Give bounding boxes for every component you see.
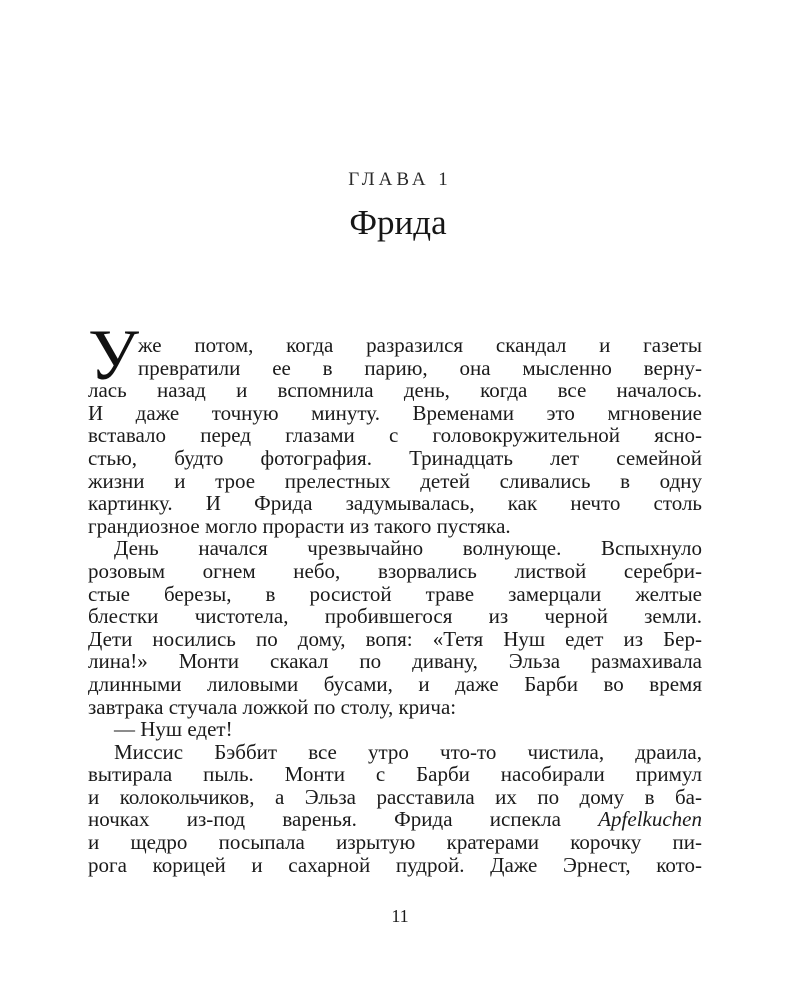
text-line: и щедро посыпала изрытую кратерами корочку пи-	[88, 830, 702, 855]
text-line: вытирала пыль. Монти с Барби насобирали примул	[88, 762, 702, 787]
text-line: и колокольчиков, а Эльза расставила их по дому в ба-	[88, 784, 702, 809]
text-line: блестки чистотела, пробившегося из черной земли.	[88, 604, 702, 629]
text-line	[88, 808, 702, 831]
chapter-label: ГЛАВА 1	[348, 169, 452, 190]
text-line: картинку. И Фрида задумывалась, как нечто столь	[88, 491, 702, 516]
text-line: превратили ее в парию, она мысленно верну-	[138, 355, 702, 380]
text-line: День начался чрезвычайно волнующе. Вспыхнуло	[114, 536, 702, 561]
text-line: вставало перед глазами с головокружительной ясно-	[88, 423, 702, 448]
text-line: стью, будто фотография. Тринадцать лет семейной	[88, 445, 702, 470]
text-line: грандиозное могло прорасти из такого пустяка.	[88, 513, 511, 538]
text-line: розовым огнем небо, взорвались листвой серебри-	[88, 558, 702, 583]
drop-cap: У	[88, 315, 139, 395]
text-line: лина!» Монти скакал по дивану, Эльза размахивала	[88, 649, 702, 674]
text-line: завтрака стучала ложкой по столу, крича:	[88, 694, 457, 719]
chapter-title: Фрида	[349, 203, 447, 242]
text-line: длинными лиловыми бусами, и даже Барби во время	[88, 671, 702, 696]
text-line: стые березы, в росистой траве замерцали желтые	[88, 581, 702, 606]
page-number: 11	[391, 906, 409, 926]
text-line: Миссис Бэббит все утро что-то чистила, драила,	[114, 739, 702, 764]
text-line-part: ночках из-под варенья. Фрида испекла	[88, 807, 561, 832]
text-line: лась назад и вспомнила день, когда все началось.	[88, 378, 702, 403]
italic-word: Apfelkuchen	[598, 807, 702, 832]
text-line: Дети носились по дому, вопя: «Тетя Нуш едет из Бер-	[88, 626, 702, 651]
text-line: И даже точную минуту. Временами это мгновение	[88, 400, 702, 425]
text-line: жизни и трое прелестных детей сливались в одну	[88, 468, 702, 493]
text-line: же потом, когда разразился скандал и газеты	[138, 333, 702, 357]
body-text	[88, 334, 702, 876]
text-line: рога корицей и сахарной пудрой. Даже Эрнест, кото-	[88, 852, 702, 877]
text-line: — Нуш едет!	[114, 717, 233, 742]
